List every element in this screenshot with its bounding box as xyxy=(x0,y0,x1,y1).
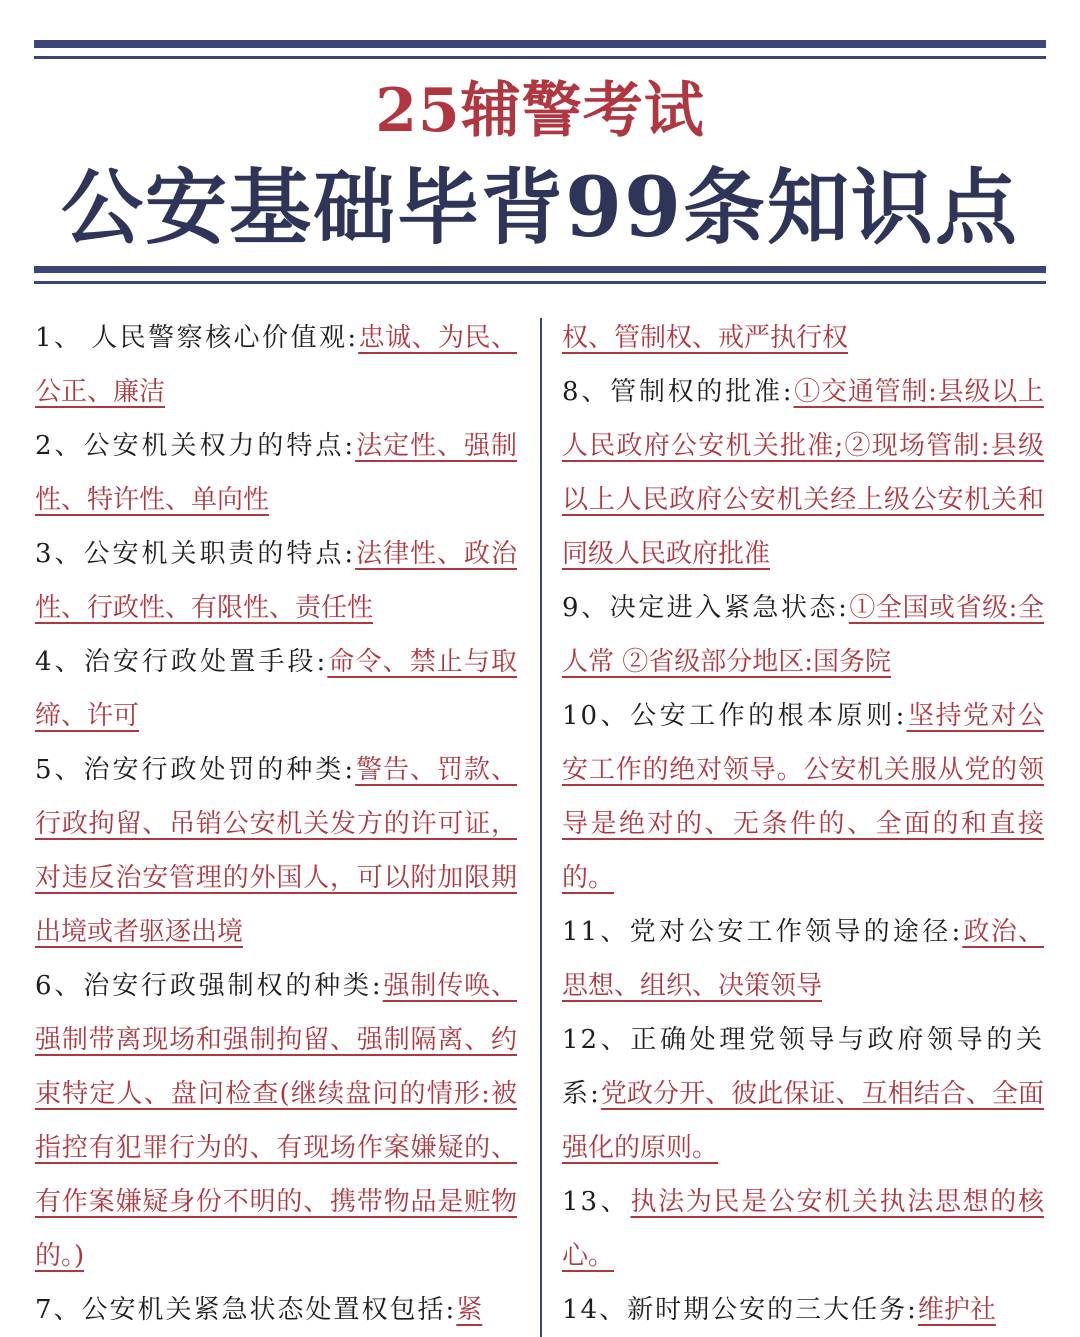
item-number: 10、 xyxy=(562,701,631,731)
item-answer: 法律性、政治性、行政性、有限性、责任性 xyxy=(35,539,517,623)
item-answer: 忠诚、为民、公正、廉洁 xyxy=(35,323,517,407)
knowledge-item-13 xyxy=(562,1175,1044,1283)
item-number: 11、 xyxy=(562,917,630,947)
item-answer: ①交通管制:县级以上人民政府公安机关批准;②现场管制:县级以上人民政府公安机关经上级公安机关和同级人民政府批准 xyxy=(562,377,1044,569)
knowledge-item-1 xyxy=(35,311,517,419)
right-column xyxy=(562,311,1044,1337)
item-number: 8、 xyxy=(562,377,611,407)
item-question: 治安行政处罚的种类: xyxy=(83,755,356,785)
item-question: 新时期公安的三大任务: xyxy=(627,1295,918,1325)
column-divider xyxy=(540,318,542,1337)
item-number: 4、 xyxy=(35,647,84,677)
title-line1: 25辅警考试 xyxy=(375,76,705,146)
item-number: 6、 xyxy=(35,971,84,1001)
knowledge-item-7-continued xyxy=(562,311,1044,365)
left-column xyxy=(35,311,517,1337)
item-answer: 党政分开、彼此保证、互相结合、全面强化的原则。 xyxy=(562,1079,1044,1163)
knowledge-item-8 xyxy=(562,365,1044,581)
item-answer: 紧 xyxy=(456,1295,483,1325)
item-number: 13、 xyxy=(562,1187,631,1217)
item-question: 治安行政强制权的种类: xyxy=(83,971,383,1001)
item-number: 2、 xyxy=(35,431,84,461)
knowledge-item-10 xyxy=(562,689,1044,905)
item-answer: 警告、罚款、行政拘留、吊销公安机关发方的许可证，对违反治安管理的外国人，可以附加限期出境或者驱逐出境 xyxy=(35,755,517,947)
item-answer: 执法为民是公安机关执法思想的核心。 xyxy=(562,1187,1044,1271)
knowledge-item-9 xyxy=(562,581,1044,689)
knowledge-item-6 xyxy=(35,959,517,1283)
item-question: 公安机关紧急状态处置权包括: xyxy=(81,1295,457,1325)
item-answer: ①全国或省级:全人常 ②省级部分地区:国务院 xyxy=(562,593,1044,677)
item-question: 决定进入紧急状态: xyxy=(609,593,849,623)
item-question: 公安机关权力的特点: xyxy=(83,431,356,461)
item-number: 7、 xyxy=(35,1295,82,1325)
item-number: 9、 xyxy=(562,593,610,623)
item-question: 管制权的批准: xyxy=(610,377,794,407)
item-question: 公安工作的根本原则: xyxy=(630,701,907,731)
item-question: 党对公安工作领导的途径: xyxy=(629,917,963,947)
knowledge-item-14 xyxy=(562,1283,1044,1337)
knowledge-item-11 xyxy=(562,905,1044,1013)
item-answer: 坚持党对公安工作的绝对领导。公安机关服从党的领导是绝对的、无条件的、全面的和直接的。 xyxy=(562,701,1044,893)
knowledge-item-2 xyxy=(35,419,517,527)
item-number: 1、 xyxy=(35,323,83,353)
item-answer: 命令、禁止与取缔、许可 xyxy=(35,647,517,731)
item-question: 人民警察核心价值观: xyxy=(91,323,359,353)
top-rule-thick xyxy=(34,40,1046,48)
item-number: 12、 xyxy=(562,1025,631,1055)
item-number: 3、 xyxy=(35,539,84,569)
top-rule-thin xyxy=(34,56,1046,59)
item-answer: 权、管制权、戒严执行权 xyxy=(562,323,849,353)
title-line2: 公安基础毕背99条知识点 xyxy=(60,160,1020,256)
bottom-rule-thin xyxy=(34,281,1046,284)
knowledge-item-7 xyxy=(35,1283,517,1337)
item-number: 14、 xyxy=(562,1295,628,1325)
knowledge-item-12 xyxy=(562,1013,1044,1175)
item-question: 正确处理党领导与政府领导的关系: xyxy=(562,1025,1044,1109)
item-answer: 强制传唤、强制带离现场和强制拘留、强制隔离、约束特定人、盘问检查(继续盘问的情形:被指控有犯罪行为的、有现场作案嫌疑的、有作案嫌疑身份不明的、携带物品是赃物的。) xyxy=(35,971,517,1271)
item-answer: 法定性、强制性、特许性、单向性 xyxy=(35,431,517,515)
bottom-rule-thick xyxy=(34,266,1046,273)
item-answer: 维护社 xyxy=(917,1295,996,1325)
item-question: 公安机关职责的特点: xyxy=(83,539,356,569)
item-question: 治安行政处置手段: xyxy=(83,647,328,677)
item-number: 5、 xyxy=(35,755,84,785)
knowledge-item-4 xyxy=(35,635,517,743)
knowledge-item-3 xyxy=(35,527,517,635)
knowledge-item-5 xyxy=(35,743,517,959)
item-answer: 政治、思想、组织、决策领导 xyxy=(562,917,1044,1001)
